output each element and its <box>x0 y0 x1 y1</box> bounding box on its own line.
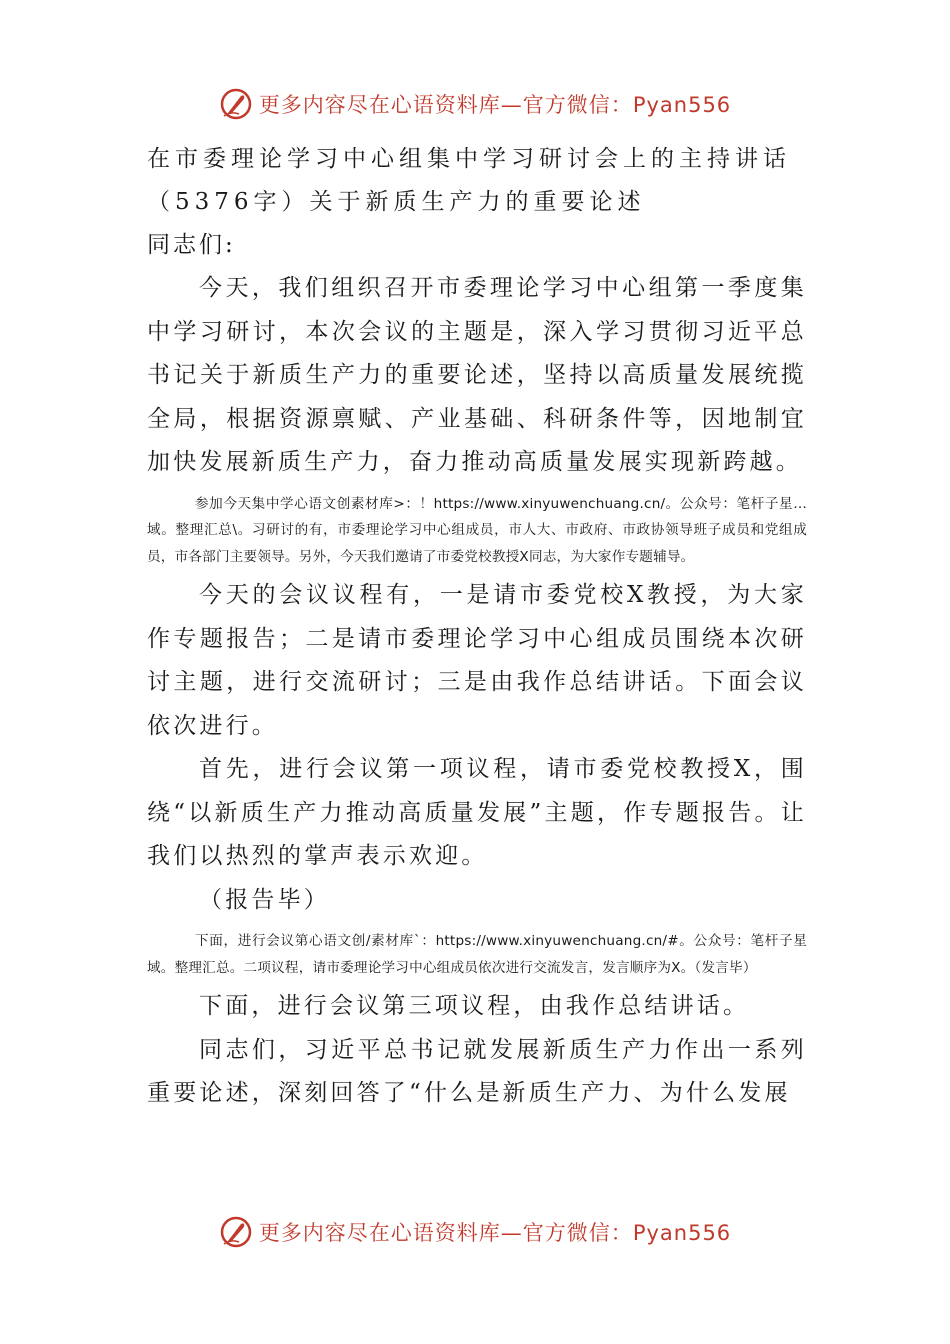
paragraph-5: 下面，进行会议第三项议程，由我作总结讲话。 <box>199 993 750 1019</box>
note-1: 参加今天集中学心语文创素材库>：！https://www.xinyuwenchuang.cn/。公众号：笔杆子星…域。整理汇总\。习研讨的有，市委理论学习中心组成员，市人大、市政府、市政协领导班子成员和党组成员，市各部门主要领导。另外，今天我们邀请了市委党校教授X同志，为大家作专题辅导。 <box>147 495 807 565</box>
paragraph-6: 同志们，习近平总书记就发展新质生产力作出一系列重要论述，深刻回答了“什么是新质生产力、为什么发展 <box>147 1036 807 1106</box>
paragraph-1: 今天，我们组织召开市委理论学习中心组第一季度集中学习研讨，本次会议的主题是，深入学习贯彻习近平总书记关于新质生产力的重要论述，坚持以高质量发展统揽全局，根据资源禀赋、产业基础、科研条件等，因地制宜加快发展新质生产力，奋力推动高质量发展实现新跨越。 <box>147 275 807 475</box>
paragraph-3: 首先，进行会议第一项议程，请市委党校教授X，围绕“以新质生产力推动高质量发展”主题，作专题报告。让我们以热烈的掌声表示欢迎。 <box>147 756 807 869</box>
document-title-line-1: 在市委理论学习中心组集中学习研讨会上的主持讲话 <box>147 146 791 172</box>
document-title-line-2: （5376字）关于新质生产力的重要论述 <box>147 189 646 215</box>
document-body <box>147 138 807 1116</box>
paragraph-4: （报告毕） <box>199 886 330 913</box>
header-banner <box>0 84 950 124</box>
greeting: 同志们: <box>147 232 236 258</box>
banner-text: 更多内容尽在心语资料库—官方微信：Pyan556 <box>258 1221 732 1245</box>
footer-banner <box>0 1212 950 1252</box>
quill-pen-icon <box>219 87 253 121</box>
banner-text: 更多内容尽在心语资料库—官方微信：Pyan556 <box>258 93 732 117</box>
quill-pen-icon <box>219 1215 253 1249</box>
paragraph-2: 今天的会议议程有，一是请市委党校X教授，为大家作专题报告；二是请市委理论学习中心组成员围绕本次研讨主题，进行交流研讨；三是由我作总结讲话。下面会议依次进行。 <box>147 582 807 739</box>
note-2: 下面，进行会议第心语文创/素材库`：https://www.xinyuwenchuang.cn/#。公众号：笔杆子星域。整理汇总。二项议程，请市委理论学习中心组成员依次进行交流发言，发言顺序为X。（发言毕） <box>147 933 807 976</box>
banner-handle: Pyan556 <box>632 93 732 117</box>
banner-handle: Pyan556 <box>632 1221 732 1245</box>
